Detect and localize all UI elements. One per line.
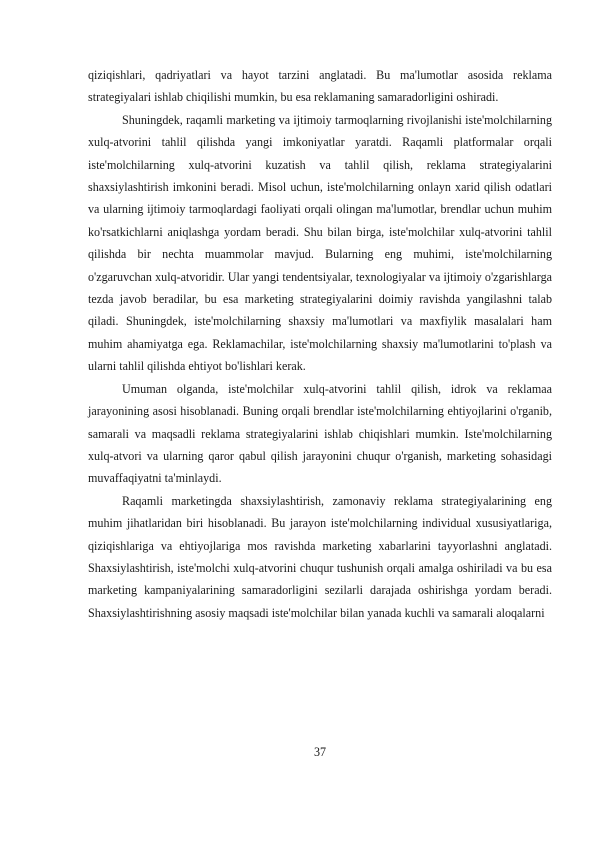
paragraph: Raqamli marketingda shaxsiylashtirish, zamonaviy reklama strategiyalarining eng muhim jihatlaridan biri hisoblanadi. Bu jarayon iste'molchilarning individual xususiyatlariga, qiziqishlariga va ehtiyojlariga mos ravishda marketing xabarlarini tayyorlashni anglatadi. Shaxsiylashtirish, iste'molchi xulq-atvorini chuqur tushunish orqali amalga oshiriladi va bu esa marketing kampaniyalarining samaradorligini sezilarli darajada oshirishga yordam beradi. Shaxsiylashtirishning asosiy maqsadi iste'molchilar bilan yanada kuchli va samarali aloqalarni [88,493,552,620]
page-number: 37 [313,745,327,759]
paragraph-continued: qiziqishlari, qadriyatlari va hayot tarzini anglatadi. Bu ma'lumotlar asosida reklama strategiyalari ishlab chiqilishi mumkin, bu esa reklamaning samaradorligini oshiradi. [88,68,552,105]
document-body [88,64,552,624]
paragraph: Shuningdek, raqamli marketing va ijtimoiy tarmoqlarning rivojlanishi iste'molchilarning xulq-atvorini tahlil qilishda yangi imkoniyatlar yaratdi. Raqamli platformalar orqali iste'molchilarning xulq-atvorini kuzatish va tahlil qilish, reklama strategiyalarini shaxsiylashtirish imkonini beradi. Misol uchun, iste'molchilarning onlayn xarid qilish odatlari va ularning ijtimoiy tarmoqlardagi faoliyati orqali olingan ma'lumotlar, brendlar uchun muhim ko'rsatkichlarni aniqlashga yordam beradi. Shu bilan birga, iste'molchilar xulq-atvorini tahlil qilishda bir nechta muammolar mavjud. Bularning eng muhimi, iste'molchilarning o'zgaruvchan xulq-atvoridir. Ular yangi tendentsiyalar, texnologiyalar va ijtimoiy o'zgarishlarga tezda javob beradilar, bu esa marketing strategiyalarini doimiy ravishda yangilashni talab qiladi. Shuningdek, iste'molchilarning shaxsiy ma'lumotlari va maxfiylik masalalari ham muhim ahamiyatga ega. Reklamachilar, iste'molchilarning shaxsiy ma'lumotlarini to'plash va ularni tahlil qilishda ehtiyot bo'lishlari kerak. [88,112,552,374]
paragraph: Umuman olganda, iste'molchilar xulq-atvorini tahlil qilish, idrok va reklamaa jarayonining asosi hisoblanadi. Buning orqali brendlar iste'molchilarning ehtiyojlarini o'rganib, samarali va maqsadli reklama strategiyalarini ishlab chiqishlari mumkin. Iste'molchilarning xulq-atvori va ularning qaror qabul qilish jarayonini chuqur o'rganish, marketing sohasidagi muvaffaqiyatni ta'minlaydi. [88,381,552,486]
